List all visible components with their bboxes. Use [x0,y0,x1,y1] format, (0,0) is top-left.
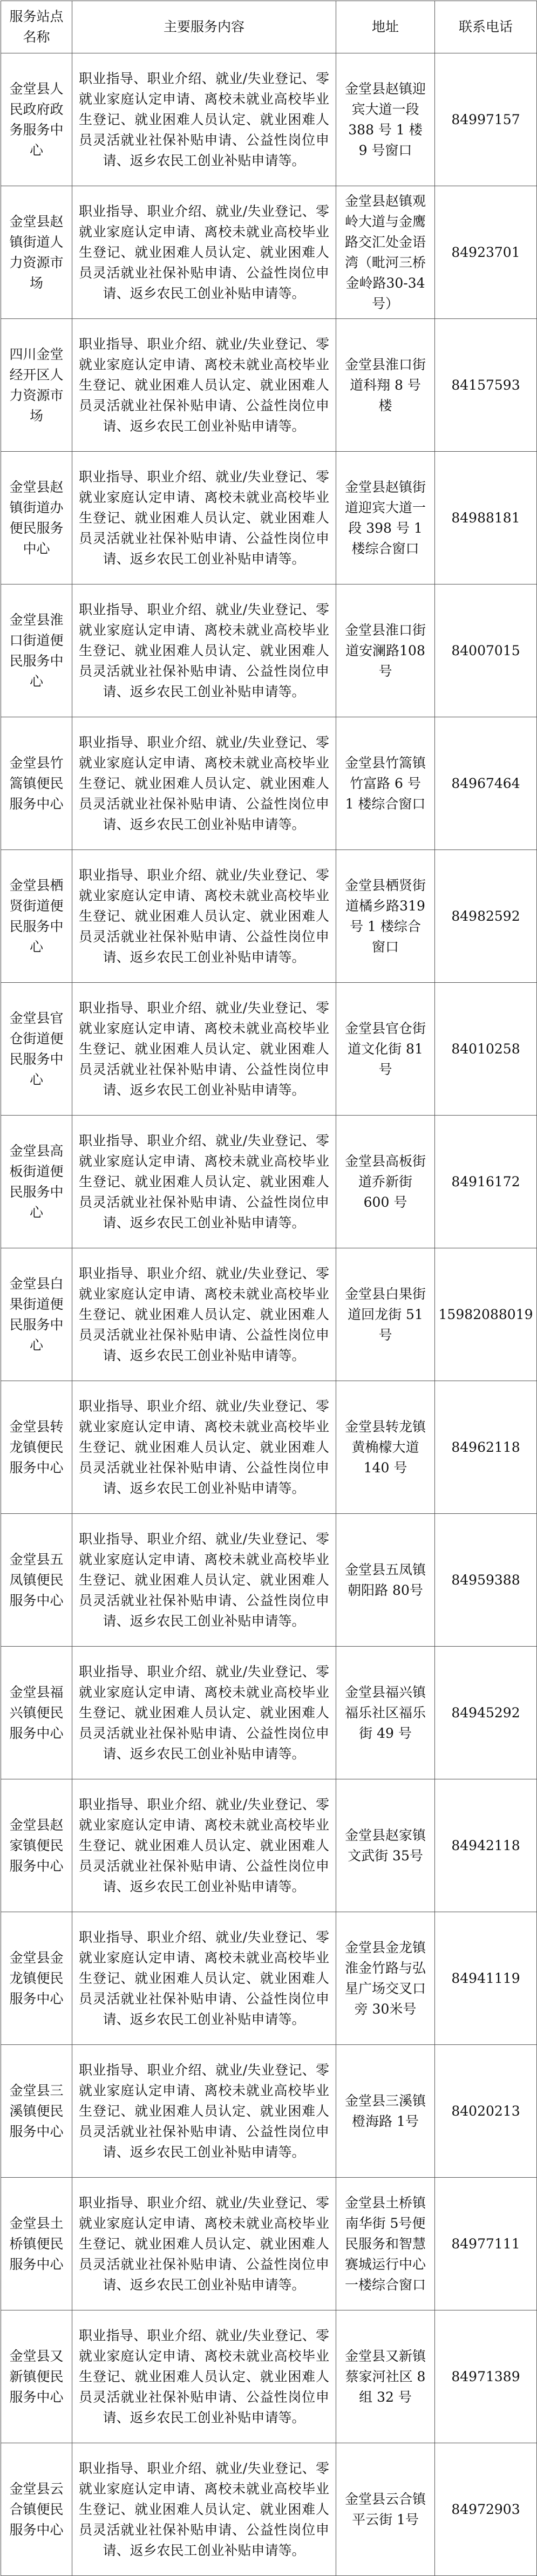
phone-number: 84959388 [435,1514,537,1647]
site-name: 金堂县金龙镇便民服务中心 [1,1912,72,2045]
service-content: 职业指导、职业介绍、就业/失业登记、零就业家庭认定申请、离校未就业高校毕业生登记、就业困难人员认定、就业困难人员灵活就业社保补贴申请、公益性岗位申请、返乡农民工创业补贴申请等。 [72,53,336,186]
service-content: 职业指导、职业介绍、就业/失业登记、零就业家庭认定申请、离校未就业高校毕业生登记、就业困难人员认定、就业困难人员灵活就业社保补贴申请、公益性岗位申请、返乡农民工创业补贴申请等。 [72,1116,336,1248]
phone-number: 84923701 [435,186,537,319]
site-name: 金堂县竹篙镇便民服务中心 [1,717,72,850]
table-row [1,2310,537,2443]
site-address: 金堂县三溪镇橙海路 1号 [336,2045,435,2178]
site-name: 金堂县高板街道便民服务中心 [1,1116,72,1248]
header-address: 地址 [336,1,435,53]
service-content: 职业指导、职业介绍、就业/失业登记、零就业家庭认定申请、离校未就业高校毕业生登记、就业困难人员认定、就业困难人员灵活就业社保补贴申请、公益性岗位申请、返乡农民工创业补贴申请等。 [72,850,336,983]
service-content: 职业指导、职业介绍、就业/失业登记、零就业家庭认定申请、离校未就业高校毕业生登记、就业困难人员认定、就业困难人员灵活就业社保补贴申请、公益性岗位申请、返乡农民工创业补贴申请等。 [72,584,336,717]
service-content: 职业指导、职业介绍、就业/失业登记、零就业家庭认定申请、离校未就业高校毕业生登记、就业困难人员认定、就业困难人员灵活就业社保补贴申请、公益性岗位申请、返乡农民工创业补贴申请等。 [72,452,336,584]
service-content: 职业指导、职业介绍、就业/失业登记、零就业家庭认定申请、离校未就业高校毕业生登记、就业困难人员认定、就业困难人员灵活就业社保补贴申请、公益性岗位申请、返乡农民工创业补贴申请等。 [72,1779,336,1912]
phone-number: 84988181 [435,452,537,584]
site-address: 金堂县赵镇观岭大道与金鹰路交汇处金语湾（毗河三桥金岭路30-34 号） [336,186,435,319]
service-content: 职业指导、职业介绍、就业/失业登记、零就业家庭认定申请、离校未就业高校毕业生登记、就业困难人员认定、就业困难人员灵活就业社保补贴申请、公益性岗位申请、返乡农民工创业补贴申请等。 [72,186,336,319]
phone-number: 84982592 [435,850,537,983]
phone-number: 84972903 [435,2443,537,2576]
site-name: 金堂县人民政府政务服务中心 [1,53,72,186]
service-content: 职业指导、职业介绍、就业/失业登记、零就业家庭认定申请、离校未就业高校毕业生登记、就业困难人员认定、就业困难人员灵活就业社保补贴申请、公益性岗位申请、返乡农民工创业补贴申请等。 [72,2310,336,2443]
site-address: 金堂县栖贤街道橘乡路319 号 1 楼综合窗口 [336,850,435,983]
site-address: 金堂县转龙镇黄桷檬大道 140 号 [336,1381,435,1514]
service-content: 职业指导、职业介绍、就业/失业登记、零就业家庭认定申请、离校未就业高校毕业生登记、就业困难人员认定、就业困难人员灵活就业社保补贴申请、公益性岗位申请、返乡农民工创业补贴申请等。 [72,1248,336,1381]
site-name: 金堂县三溪镇便民服务中心 [1,2045,72,2178]
site-name: 金堂县五凤镇便民服务中心 [1,1514,72,1647]
site-address: 金堂县金龙镇淮金竹路与弘星广场交叉口旁 30米号 [336,1912,435,2045]
table-row [1,1248,537,1381]
site-address: 金堂县淮口街道科翔 8 号楼 [336,319,435,452]
site-name: 金堂县栖贤街道便民服务中心 [1,850,72,983]
table-row [1,1116,537,1248]
table-row [1,186,537,319]
table-row [1,1912,537,2045]
site-address: 金堂县赵镇街道迎宾大道一段 398 号 1 楼综合窗口 [336,452,435,584]
site-name: 四川金堂经开区人力资源市场 [1,319,72,452]
header-site-name: 服务站点名称 [1,1,72,53]
table-row [1,2178,537,2310]
service-content: 职业指导、职业介绍、就业/失业登记、零就业家庭认定申请、离校未就业高校毕业生登记、就业困难人员认定、就业困难人员灵活就业社保补贴申请、公益性岗位申请、返乡农民工创业补贴申请等。 [72,717,336,850]
site-address: 金堂县云合镇平云街 1号 [336,2443,435,2576]
site-address: 金堂县白果街道回龙街 51 号 [336,1248,435,1381]
header-phone: 联系电话 [435,1,537,53]
service-content: 职业指导、职业介绍、就业/失业登记、零就业家庭认定申请、离校未就业高校毕业生登记、就业困难人员认定、就业困难人员灵活就业社保补贴申请、公益性岗位申请、返乡农民工创业补贴申请等。 [72,2443,336,2576]
phone-number: 84942118 [435,1779,537,1912]
site-name: 金堂县官仓街道便民服务中心 [1,983,72,1116]
site-name: 金堂县白果街道便民服务中心 [1,1248,72,1381]
site-name: 金堂县赵镇街道办便民服务中心 [1,452,72,584]
table-row [1,452,537,584]
service-content: 职业指导、职业介绍、就业/失业登记、零就业家庭认定申请、离校未就业高校毕业生登记、就业困难人员认定、就业困难人员灵活就业社保补贴申请、公益性岗位申请、返乡农民工创业补贴申请等。 [72,2045,336,2178]
site-address: 金堂县福兴镇福乐社区福乐街 49 号 [336,1647,435,1779]
site-name: 金堂县淮口街道便民服务中心 [1,584,72,717]
table-row [1,1514,537,1647]
site-address: 金堂县官仓街道文化街 81 号 [336,983,435,1116]
site-name: 金堂县云合镇便民服务中心 [1,2443,72,2576]
table-row [1,1381,537,1514]
service-content: 职业指导、职业介绍、就业/失业登记、零就业家庭认定申请、离校未就业高校毕业生登记、就业困难人员认定、就业困难人员灵活就业社保补贴申请、公益性岗位申请、返乡农民工创业补贴申请等。 [72,983,336,1116]
table-row [1,1779,537,1912]
site-name: 金堂县又新镇便民服务中心 [1,2310,72,2443]
table-header-row [1,1,537,53]
phone-number: 84941119 [435,1912,537,2045]
service-content: 职业指导、职业介绍、就业/失业登记、零就业家庭认定申请、离校未就业高校毕业生登记、就业困难人员认定、就业困难人员灵活就业社保补贴申请、公益性岗位申请、返乡农民工创业补贴申请等。 [72,2178,336,2310]
phone-number: 84020213 [435,2045,537,2178]
phone-number: 84977111 [435,2178,537,2310]
phone-number: 84997157 [435,53,537,186]
phone-number: 84157593 [435,319,537,452]
phone-number: 84962118 [435,1381,537,1514]
site-address: 金堂县又新镇蔡家河社区 8 组 32 号 [336,2310,435,2443]
table-row [1,584,537,717]
table-row [1,850,537,983]
phone-number: 84007015 [435,584,537,717]
table-row [1,53,537,186]
site-address: 金堂县土桥镇南华街 5号便民服务和智慧赛城运行中心一楼综合窗口 [336,2178,435,2310]
phone-number: 84967464 [435,717,537,850]
site-address: 金堂县淮口街道安澜路108 号 [336,584,435,717]
service-content: 职业指导、职业介绍、就业/失业登记、零就业家庭认定申请、离校未就业高校毕业生登记、就业困难人员认定、就业困难人员灵活就业社保补贴申请、公益性岗位申请、返乡农民工创业补贴申请等。 [72,1381,336,1514]
header-service: 主要服务内容 [72,1,336,53]
service-content: 职业指导、职业介绍、就业/失业登记、零就业家庭认定申请、离校未就业高校毕业生登记、就业困难人员认定、就业困难人员灵活就业社保补贴申请、公益性岗位申请、返乡农民工创业补贴申请等。 [72,1647,336,1779]
table-row [1,2443,537,2576]
site-address: 金堂县高板街道乔新街 600 号 [336,1116,435,1248]
service-content: 职业指导、职业介绍、就业/失业登记、零就业家庭认定申请、离校未就业高校毕业生登记、就业困难人员认定、就业困难人员灵活就业社保补贴申请、公益性岗位申请、返乡农民工创业补贴申请等。 [72,319,336,452]
service-content: 职业指导、职业介绍、就业/失业登记、零就业家庭认定申请、离校未就业高校毕业生登记、就业困难人员认定、就业困难人员灵活就业社保补贴申请、公益性岗位申请、返乡农民工创业补贴申请等。 [72,1514,336,1647]
table-row [1,717,537,850]
table-row [1,2045,537,2178]
phone-number: 15982088019 [435,1248,537,1381]
site-address: 金堂县赵家镇文武街 35号 [336,1779,435,1912]
site-address: 金堂县赵镇迎宾大道一段 388 号 1 楼 9 号窗口 [336,53,435,186]
table-row [1,1647,537,1779]
site-name: 金堂县赵家镇便民服务中心 [1,1779,72,1912]
service-content: 职业指导、职业介绍、就业/失业登记、零就业家庭认定申请、离校未就业高校毕业生登记、就业困难人员认定、就业困难人员灵活就业社保补贴申请、公益性岗位申请、返乡农民工创业补贴申请等。 [72,1912,336,2045]
site-name: 金堂县赵镇街道人力资源市场 [1,186,72,319]
table-row [1,983,537,1116]
site-address: 金堂县五凤镇朝阳路 80号 [336,1514,435,1647]
phone-number: 84971389 [435,2310,537,2443]
site-name: 金堂县福兴镇便民服务中心 [1,1647,72,1779]
phone-number: 84916172 [435,1116,537,1248]
site-name: 金堂县土桥镇便民服务中心 [1,2178,72,2310]
table-row [1,319,537,452]
site-name: 金堂县转龙镇便民服务中心 [1,1381,72,1514]
site-address: 金堂县竹篙镇竹富路 6 号 1 楼综合窗口 [336,717,435,850]
service-site-table [1,1,537,2576]
phone-number: 84010258 [435,983,537,1116]
phone-number: 84945292 [435,1647,537,1779]
